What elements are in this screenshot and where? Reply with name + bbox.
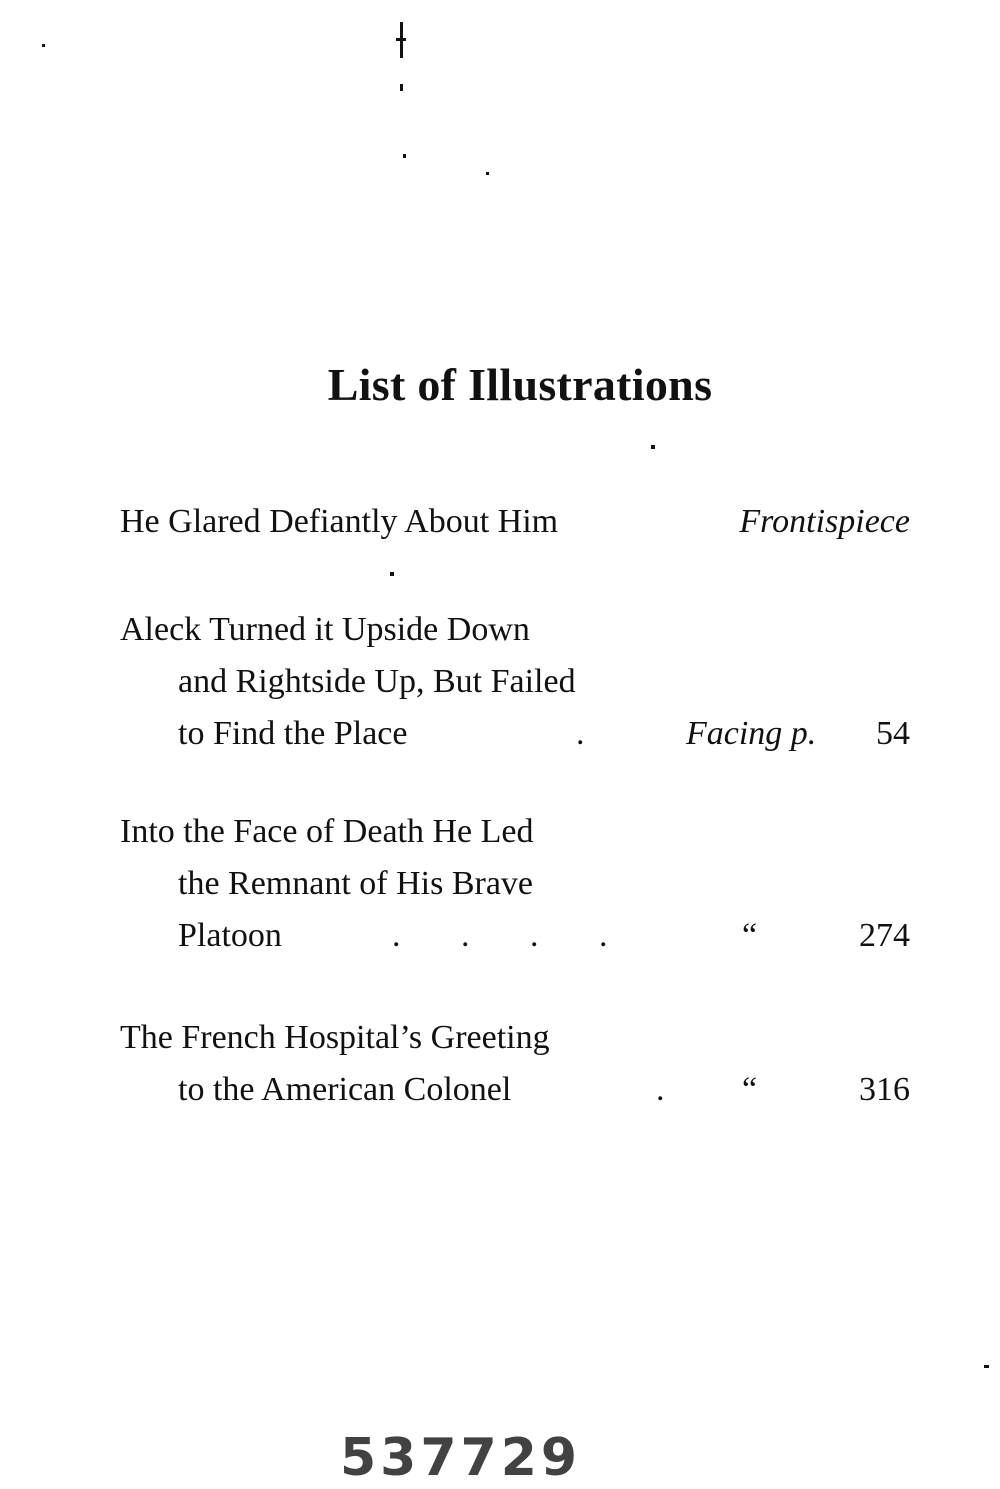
leader-dots: . (576, 715, 585, 752)
facing-page-label: Facing p. (686, 715, 817, 752)
scan-speck (396, 38, 406, 41)
entry-line (120, 806, 910, 858)
leader-dots: . . . . (392, 917, 608, 954)
illustration-entry (120, 604, 910, 760)
entry-caption: and Rightside Up, But Failed (178, 663, 576, 700)
frontispiece-label: Frontispiece (739, 503, 910, 540)
scan-speck (651, 445, 655, 449)
ditto-mark: “ (742, 1071, 758, 1108)
scan-speck (390, 572, 394, 576)
entry-line (120, 496, 910, 548)
scan-speck (403, 154, 406, 158)
entry-line (120, 1012, 910, 1064)
illustration-entry (120, 496, 910, 548)
entry-caption: He Glared Defiantly About Him (120, 503, 559, 540)
entry-caption: Platoon (178, 917, 282, 954)
entry-line (120, 1064, 910, 1116)
page-number: 54 (876, 715, 910, 752)
entry-caption: Aleck Turned it Upside Down (120, 611, 530, 648)
entry-line (120, 604, 910, 656)
scan-speck (486, 172, 489, 175)
page-number: 274 (859, 917, 910, 954)
page-number: 316 (859, 1071, 910, 1108)
entry-caption: The French Hospital’s Greeting (120, 1019, 550, 1056)
entry-line (120, 910, 910, 962)
entry-line (120, 858, 910, 910)
entry-line (120, 656, 910, 708)
scan-speck (984, 1365, 989, 1368)
page-title: List of Illustrations (327, 359, 713, 410)
entry-caption: to the American Colonel (178, 1071, 512, 1108)
entry-line (120, 708, 910, 760)
scan-speck (42, 44, 45, 47)
illustration-entry (120, 806, 910, 962)
entry-caption: to Find the Place (178, 715, 408, 752)
entry-caption: the Remnant of His Brave (178, 865, 534, 902)
ditto-mark: “ (742, 917, 758, 954)
illustration-entry (120, 1012, 910, 1116)
entry-caption: Into the Face of Death He Led (120, 813, 534, 850)
scan-speck (400, 84, 403, 91)
leader-dots: . (656, 1071, 665, 1108)
library-stamp-number: 537729 (340, 1428, 582, 1488)
